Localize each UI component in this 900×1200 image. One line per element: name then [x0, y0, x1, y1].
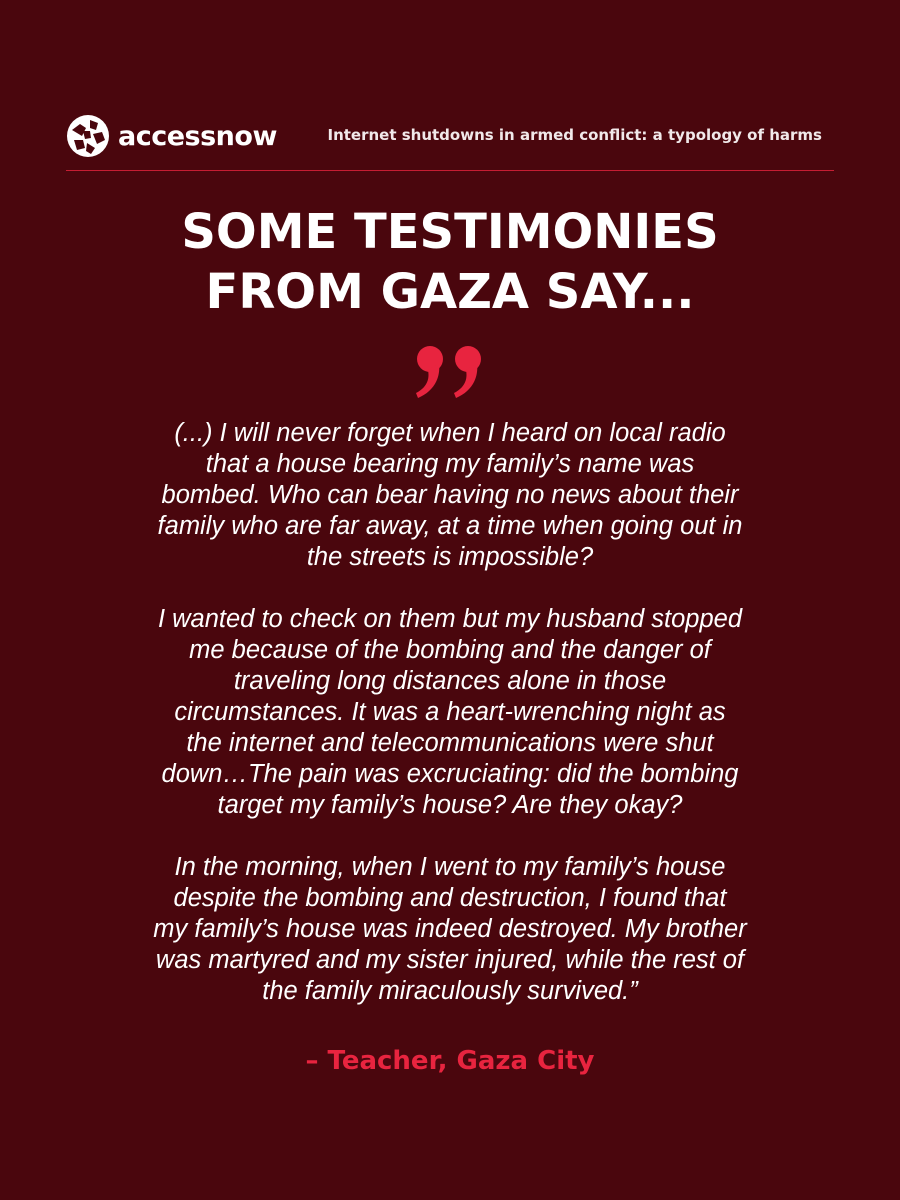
- testimony-line: my family’s house was indeed destroyed. My brother: [153, 915, 747, 943]
- testimony-line: that a house bearing my family’s name was: [205, 450, 695, 478]
- testimony-line: I wanted to check on them but my husband stopped: [157, 605, 743, 633]
- header-divider: [66, 170, 834, 171]
- testimony-line: the streets is impossible?: [306, 543, 594, 571]
- globe-logo-icon: [66, 114, 110, 158]
- testimony-line: the family miraculously survived.”: [262, 977, 638, 1005]
- testimony-paragraph-2: [60, 604, 840, 821]
- testimony-line: traveling long distances alone in those: [233, 667, 667, 695]
- quotation-mark-icon: [414, 344, 488, 400]
- testimony-line: target my family’s house? Are they okay?: [217, 791, 683, 819]
- testimony-line: despite the bombing and destruction, I found that: [173, 884, 727, 912]
- testimony-line: bombed. Who can bear having no news about their: [161, 481, 739, 509]
- testimony-quote: [60, 418, 840, 1038]
- report-title: Internet shutdowns in armed conflict: a typology of harms: [327, 126, 822, 144]
- testimony-line: down…The pain was excruciating: did the bombing: [161, 760, 739, 788]
- attribution: – Teacher, Gaza City: [305, 1046, 595, 1076]
- headline: [60, 202, 840, 322]
- headline-line-1: SOME TESTIMONIES: [181, 204, 719, 260]
- logo-text: accessnow: [118, 120, 277, 152]
- testimony-paragraph-1: [60, 418, 840, 573]
- testimony-line: the internet and telecommunications were shut: [186, 729, 714, 757]
- testimony-line: family who are far away, at a time when going out in: [157, 512, 743, 540]
- testimony-line: circumstances. It was a heart-wrenching night as: [174, 698, 726, 726]
- headline-line-2: FROM GAZA SAY...: [205, 264, 695, 320]
- testimony-line: me because of the bombing and the danger of: [189, 636, 711, 664]
- testimony-paragraph-3: [60, 852, 840, 1007]
- header: [66, 112, 834, 160]
- testimony-line: was martyred and my sister injured, while the rest of: [155, 946, 745, 974]
- testimony-line: (...) I will never forget when I heard on local radio: [174, 419, 726, 447]
- testimony-line: In the morning, when I went to my family’s house: [174, 853, 726, 881]
- access-now-logo: [66, 112, 277, 160]
